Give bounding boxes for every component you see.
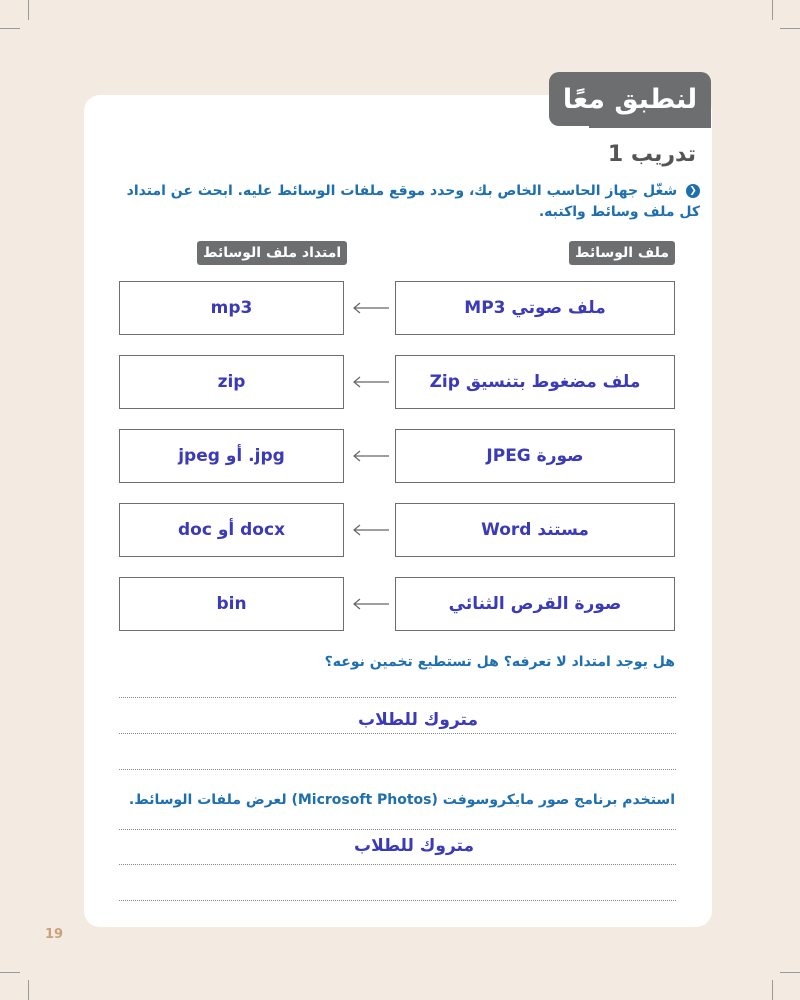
answer-line bbox=[119, 697, 676, 698]
chevron-left-circle-icon: ❮ bbox=[686, 184, 700, 198]
extension-cell bbox=[119, 281, 344, 335]
extension-cell bbox=[119, 355, 344, 409]
instruction-text: شغّل جهاز الحاسب الخاص بك، وحدد موقع ملفات الوسائط عليه. ابحث عن امتداد كل ملف وسائط واكتبه. bbox=[126, 183, 700, 220]
arrow-left-icon bbox=[352, 302, 390, 314]
crop-mark bbox=[28, 980, 29, 1000]
answer-1: متروك للطلاب bbox=[358, 710, 478, 730]
media-cell bbox=[395, 503, 675, 557]
question-1: هل يوجد امتداد لا تعرفه؟ هل تستطيع تخمين نوعه؟ bbox=[324, 654, 675, 670]
extension-cell bbox=[119, 429, 344, 483]
answer-line bbox=[119, 769, 676, 770]
crop-mark bbox=[780, 972, 800, 973]
answer-line bbox=[119, 829, 676, 830]
media-text: مستند Word bbox=[481, 520, 589, 540]
extension-cell bbox=[119, 503, 344, 557]
crop-mark bbox=[772, 0, 773, 20]
header-extension-label: امتداد ملف الوسائط bbox=[203, 245, 342, 261]
extension-cell bbox=[119, 577, 344, 631]
exercise-instruction bbox=[120, 181, 700, 223]
answer-line bbox=[119, 733, 676, 734]
extension-text: mp3 bbox=[210, 298, 253, 318]
answer-line bbox=[119, 864, 676, 865]
answer-line bbox=[119, 900, 676, 901]
extension-text: docx أو doc bbox=[177, 520, 286, 540]
crop-mark bbox=[780, 28, 800, 29]
answer-2: متروك للطلاب bbox=[354, 836, 474, 856]
crop-mark bbox=[772, 980, 773, 1000]
page-number: 19 bbox=[45, 927, 64, 942]
question-2: استخدم برنامج صور مايكروسوفت (Microsoft Photos) لعرض ملفات الوسائط. bbox=[128, 792, 675, 808]
extension-text: jpg. أو jpeg bbox=[178, 446, 285, 466]
media-text: ملف مضغوط بتنسيق Zip bbox=[429, 372, 641, 392]
media-cell bbox=[395, 281, 675, 335]
banner-title: لنطبق معًا bbox=[562, 83, 698, 115]
header-extension bbox=[197, 241, 347, 265]
media-cell bbox=[395, 355, 675, 409]
exercise-title: تدريب 1 bbox=[607, 142, 696, 167]
section-banner bbox=[549, 72, 711, 126]
header-media-label: ملف الوسائط bbox=[574, 245, 669, 261]
extension-text: zip bbox=[217, 372, 246, 392]
media-cell bbox=[395, 577, 675, 631]
media-text: صورة JPEG bbox=[486, 446, 584, 466]
arrow-left-icon bbox=[352, 450, 390, 462]
arrow-left-icon bbox=[352, 524, 390, 536]
arrow-left-icon bbox=[352, 376, 390, 388]
crop-mark bbox=[0, 28, 20, 29]
crop-mark bbox=[28, 0, 29, 20]
extension-text: bin bbox=[216, 594, 247, 614]
arrow-left-icon bbox=[352, 598, 390, 610]
media-text: صورة القرص الثنائي bbox=[448, 594, 622, 614]
media-text: ملف صوتي MP3 bbox=[464, 298, 606, 318]
header-media bbox=[569, 241, 675, 265]
media-cell bbox=[395, 429, 675, 483]
crop-mark bbox=[0, 972, 20, 973]
